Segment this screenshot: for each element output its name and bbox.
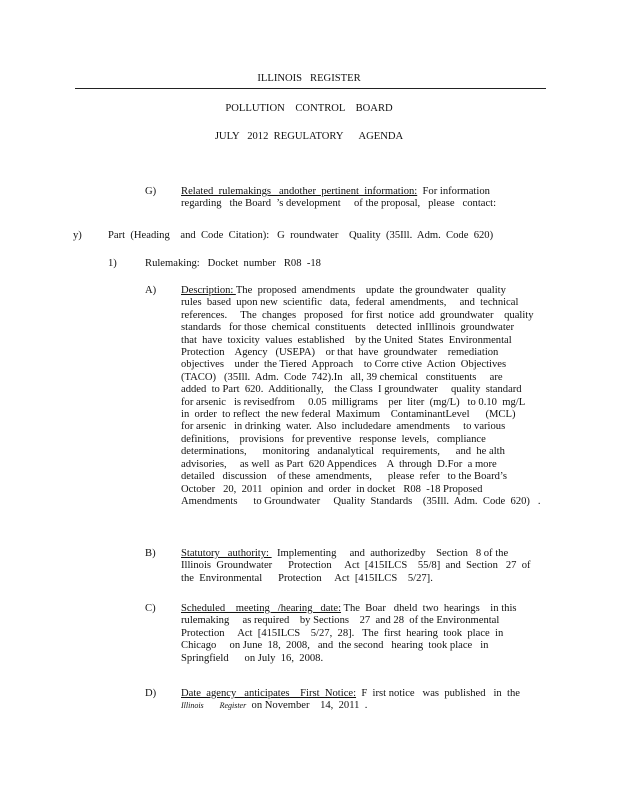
item-1-label: 1) — [108, 258, 117, 269]
item-a-line: definitions, provisions for preventive response levels, compliance — [181, 433, 486, 445]
item-c-text — [181, 603, 517, 665]
item-a-line: Amendments to Groundwater Quality Standards (35Ill. Adm. Code 620) . — [181, 495, 541, 507]
item-a-text — [181, 285, 541, 508]
item-d-italic-illinois: Illinois — [181, 701, 204, 711]
item-a-line: determinations, monitoring andanalytical requirements, and he alth — [181, 446, 505, 458]
item-c-title: Scheduled meeting /hearing date: — [181, 603, 342, 614]
item-b-label: B) — [145, 548, 156, 559]
item-b-text — [181, 548, 531, 585]
item-a-line: advisories, as well as Part 620 Appendices A through D.For a more — [181, 458, 497, 470]
item-c-line: Springfield on July 16, 2008. — [181, 652, 324, 664]
section-y-label: y) — [73, 230, 82, 241]
item-c-label: C) — [145, 603, 156, 614]
item-a-line: Protection Agency (USEPA) or that have groundwater remediation — [181, 347, 499, 359]
item-1-text: Rulemaking: Docket number R08 -18 — [145, 258, 321, 269]
item-a-line: objectives under the Tiered Approach to Corre ctive Action Objectives — [181, 359, 507, 371]
item-a-line: references. The changes proposed for first notice add groundwater quality — [181, 309, 534, 321]
item-a-line: detailed discussion of these amendments, please refer to the Board’s — [181, 471, 507, 483]
item-d-label: D) — [145, 688, 157, 699]
item-b-line: the Environmental Protection Act [415ILCS 5/27]. — [181, 572, 433, 584]
item-a-line: added to Part 620. Additionally, the Class I groundwater quality standard — [181, 384, 522, 396]
item-a-line: standards for those chemical constituents detected inIllinois groundwater — [181, 322, 515, 334]
item-a-line: for arsenic in drinking water. Also includedare amendments to various — [181, 421, 506, 433]
item-b-line: Illinois Groundwater Protection Act [415ILCS 55/8] and Section 27 of — [181, 560, 531, 572]
item-c-line: Protection Act [415ILCS 5/27, 28]. The first hearing took place in — [181, 627, 504, 639]
item-d-line2: on November 14, 2011 . — [246, 700, 368, 712]
header-rule — [75, 88, 546, 89]
item-d-italic-register: Register — [219, 701, 247, 711]
item-a-line: (TACO) (35Ill. Adm. Code 742).In all, 39 chemical constituents are — [181, 371, 503, 383]
item-a-line: October 20, 2011 opinion and order in docket R08 -18 Proposed — [181, 483, 483, 495]
item-d-title: Date agency anticipates First Notice: — [181, 688, 357, 699]
item-a-line1: The proposed amendments update the groundwater quality — [235, 285, 506, 296]
section-y-text: Part (Heading and Code Citation): G roundwater Quality (35Ill. Adm. Code 620) — [108, 230, 494, 241]
header-board-title: POLLUTION CONTROL BOARD — [225, 103, 393, 114]
header-register-title: ILLINOIS REGISTER — [257, 73, 361, 84]
item-c-line1: The Boar dheld two hearings in this — [341, 603, 517, 614]
section-g-label: G) — [145, 186, 157, 197]
item-d-text — [181, 688, 520, 713]
section-g-line2: regarding the Board ’s development of the proposal, please contact: — [181, 198, 497, 210]
item-a-line: that have toxicity values established by the United States Environmental — [181, 334, 512, 346]
item-a-line: rules based upon new scientific data, federal amendments, and technical — [181, 297, 519, 309]
item-a-line: in order to reflect the new federal Maximum ContaminantLevel (MCL) — [181, 409, 516, 421]
item-b-title: Statutory authority: — [181, 548, 272, 559]
item-a-title: Description: — [181, 285, 236, 296]
item-c-line: Chicago on June 18, 2008, and the second hearing took place in — [181, 640, 489, 652]
section-g-text — [181, 186, 496, 211]
section-g-line1: For information — [417, 186, 490, 197]
item-a-line: for arsenic is revisedfrom 0.05 milligrams per liter (mg/L) to 0.10 mg/L — [181, 396, 526, 408]
section-g-title: Related rulemakings andother pertinent information: — [181, 186, 418, 197]
item-b-line1: Implementing and authorizedby Section 8 of the — [271, 548, 509, 559]
item-a-label: A) — [145, 285, 157, 296]
item-c-line: rulemaking as required by Sections 27 and 28 of the Environmental — [181, 615, 500, 627]
header-agenda-title: JULY 2012 REGULATORY AGENDA — [214, 131, 404, 142]
item-d-line1: F irst notice was published in the — [356, 688, 520, 699]
